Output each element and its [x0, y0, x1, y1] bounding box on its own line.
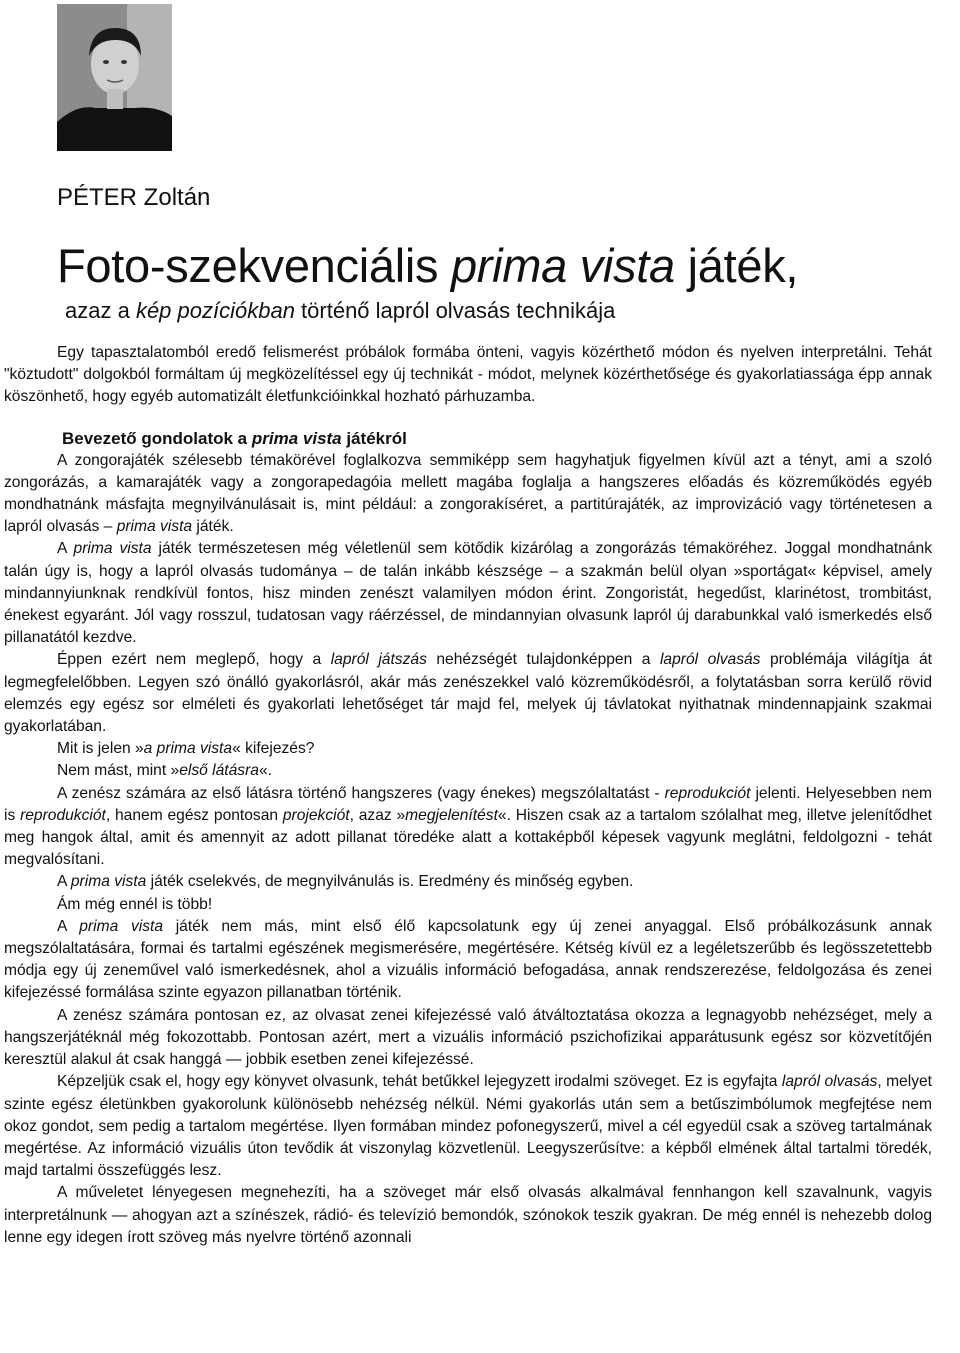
section-heading: Bevezető gondolatok a prima vista játékról: [62, 428, 407, 448]
paragraph: A prima vista játék cselekvés, de megnyilvánulás is. Eredmény és minőség egyben.: [57, 873, 634, 891]
paragraph: Ám még ennél is több!: [57, 895, 213, 913]
paragraph: A zenész számára az első látásra történő hangszeres (vagy énekes) megszólaltatást - reprodukciót jelenti. Helyesebben nem is reprodukciót, hanem egész pontosan projekciót, azaz »megjelenítést«. Hiszen csak az a tartalom szólalhat meg, illetve jelenítődhet meg hangok által, amit és amennyit az adott pillanat töredéke alatt a kottaképből képesek vagyunk meglátni, feldolgozni - tehát megvalósítani.: [4, 784, 933, 869]
page-title: Foto-szekvenciális prima vista játék,: [57, 239, 799, 292]
paragraph: Képzeljük csak el, hogy egy könyvet olvasunk, tehát betűkkel lejegyzett irodalmi szöveget. Ez is egyfajta lapról olvasás, melyet szinte egész életünkben gyakorolunk különösebb nehézség nélkül. Némi gyakorlás után sem a betűszimbólumok megfejtése nem okoz gondot, sem pedig a tartalom megértése. Ilyen formában mindez pofonegyszerű, mivel a cél egyedül csak a szöveg tartalmának megértése. Az információ vizuális úton tevődik át viszonylag közvetlenül. Leegyszerűsítve: a képből elmének által tartalmi töredék, majd tartalmi összefüggés lesz.: [4, 1073, 932, 1180]
page-subtitle: azaz a kép pozíciókban történő lapról olvasás technikája: [65, 298, 616, 323]
author-name: PÉTER Zoltán: [57, 184, 211, 211]
paragraph: Nem mást, mint »első látásra«.: [57, 762, 272, 780]
paragraph: A zongorajáték szélesebb témakörével foglalkozva semmiképp sem hagyhatjuk figyelmen kívül azt a tényt, ami a szoló zongorázás, a kamarajáték vagy a zongorapedagóia mellett magába foglalja a hangszeres előadás és közreműködés egyéb mondhatnánk másfajta megnyilvánulásait is, mint például: a zongorakíséret, a partitúrajáték, az improvizáció vagy történetesen a lapról olvasás – prima vista játék.: [4, 451, 932, 536]
portrait-image: [57, 4, 172, 151]
document-body: [4, 342, 932, 1249]
paragraph: A prima vista játék természetesen még véletlenül sem kötődik kizárólag a zongorázás témaköréhez. Joggal mondhatnánk talán úgy is, hogy a lapról olvasás tudománya – de talán inkább készsége – a szakmán belül olyan »sportágat« képvisel, amely mindannyiunknak rendkívül fontos, hisz minden zenészt valamilyen módon érint. Zongoristát, hegedűst, klarinétost, trombitást, énekest egyaránt. Jól vagy rosszul, tudatosan vagy ráérzéssel, de mindannyian olvasunk lapról új darabunkkal való ismerkedés első pillanatától kezdve.: [4, 540, 933, 647]
paragraph: A prima vista játék nem más, mint első élő kapcsolatunk egy új zenei anyaggal. Első próbálkozásunk annak megszólaltatására, formai és tartalmi egészének megismerésére, megértésére. Kétség kívül ez a legéletszerűbb és legösszetettebb módja egy új zeneművel való ismerkedésnek, ahol a vizuális információ befogadása, annak rendszerezése, feldolgozása és zenei kifejezéssé formálása szinte egyazon pillanatban történik.: [4, 917, 933, 1002]
paragraph: A zenész számára pontosan ez, az olvasat zenei kifejezéssé való átváltoztatása okozza a legnagyobb nehézséget, mely a hangszerjátéknál még fokozottabb. Pontosan azért, mert a vizuális információ pszichofizikai apparátusunk egész sor közvetítőjén keresztül alakul át csak hanggá — jobbik esetben zenei kifejezéssé.: [4, 1006, 932, 1069]
author-photo: [57, 4, 172, 151]
paragraph: Mit is jelen »a prima vista« kifejezés?: [57, 740, 315, 758]
paragraph: A műveletet lényegesen megnehezíti, ha a szöveget már első olvasás alkalmával fennhangon kell szavalnunk, vagyis interpretálnunk — ahogyan azt a színészek, rádió- és televízió bemondók, szónokok teszik gyakran. De még ennél is nehezebb dolog lenne egy idegen írott szöveg más nyelvre történő azonnali: [4, 1184, 932, 1246]
intro-paragraph: Egy tapasztalatomból eredő felismerést próbálok formába önteni, vagyis közérthető módon és nyelven interpretálni. Tehát "köztudott" dolgokból formáltam új megközelítéssel egy új technikát - módot, melynek közérthetősége és gyakorlatiassága épp annak köszönhető, hogy egyéb automatizált életfunkcióinkkal hozható párhuzamba.: [4, 344, 932, 406]
paragraph: Éppen ezért nem meglepő, hogy a lapról játszás nehézségét tulajdonképpen a lapról olvasás problémája világítja át legmegfelelőbben. Legyen szó önálló gyakorlásról, akár más zenészekkel való közreműködésről, a folytatásban sorra kerülő rövid elemzés egy egész sor elméleti és gyakorlati lehetőséget tár majd fel, melyek új távlatokat nyithatnak mindennapjaink szakmai gyakorlatában.: [4, 651, 932, 736]
